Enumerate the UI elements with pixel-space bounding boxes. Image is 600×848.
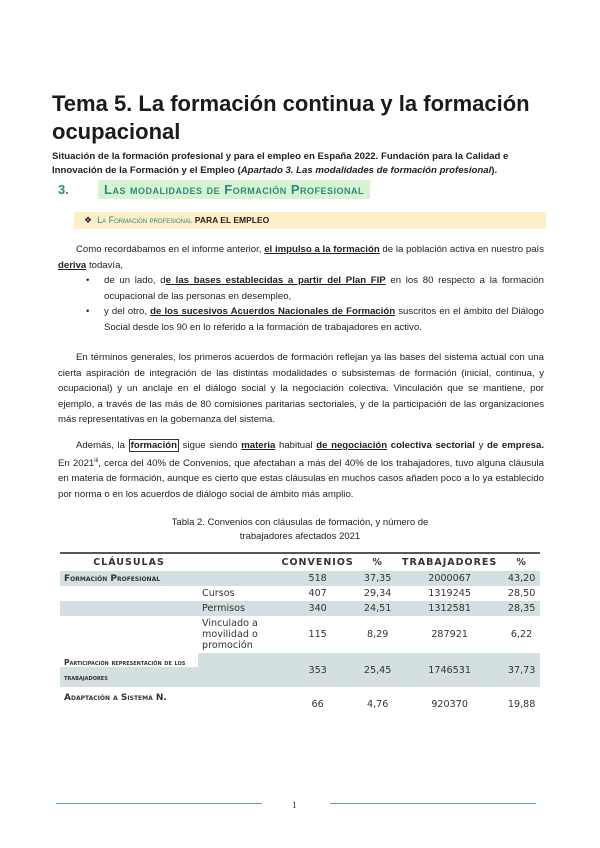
- table-row: Vinculado a movilidad o promoción 115 8,29 287921 6,22: [202, 618, 533, 651]
- diamond-bullet-icon: ❖: [84, 215, 93, 225]
- table-row: Participación representación de los trabajadores 353 25,45 1746531 37,73: [60, 653, 540, 687]
- subsection-green: La Formación profesional: [97, 215, 193, 225]
- footer-rule-right: [330, 803, 536, 804]
- section-heading: [58, 182, 370, 197]
- paragraph-1: Como recordábamos en el informe anterior, el impulso a la formación de la población activa en nuestro país deriva todavía, • de un lado, de las bases establecidas a partir del Plan FIP en los 80 respecto a la formación ocupacional de las personas en desempleo, • y del otro, de los sucesivos Acuerdos Nacionales de Formación suscritos en el ámbito del Diálogo Social desde los 90 en lo referido a la formación de trabajadores en activo.: [58, 242, 544, 335]
- footer-rule-left: [56, 803, 262, 804]
- table-row: Adaptación a Sistema N. 66 4,76 920370 19,88: [64, 693, 536, 710]
- table-row: Cursos 407 29,34 1319245 28,50: [202, 588, 536, 599]
- subtitle-text: Situación de la formación profesional y para el empleo en España 2022. Fundación para la Calidad e Innovación de la Formación y el Empleo (: [52, 151, 509, 176]
- paragraph-2: En términos generales, los primeros acuerdos de formación reflejan ya las bases del sistema actual con una cierta aspiración de integración de las distintas modalidades o subsistemas de formación (inicial, continua, y ocupacional) y un anclaje en el diálogo social y la negociación colectiva. Vinculación que se mantiene, por ejemplo, a través de las más de 80 comisiones paritarias sectoriales, y de la participación de las organizaciones más representativas en la gobernanza del sistema.: [58, 352, 544, 425]
- table-row: Formación Profesional 518 37,35 2000067 43,20: [60, 571, 540, 586]
- list-item: • de un lado, de las bases establecidas a partir del Plan FIP en los 80 respecto a la formación ocupacional de las personas en desempleo,: [58, 273, 544, 304]
- subtitle-end: ).: [491, 165, 498, 176]
- page-number: 1: [292, 800, 297, 810]
- section-title: Las modalidades de Formación Profesional: [98, 180, 370, 199]
- subtitle: [52, 150, 552, 178]
- list-item: • y del otro, de los sucesivos Acuerdos Nacionales de Formación suscritos en el ámbito del Diálogo Social desde los 90 en lo referido a la formación de trabajadores en activo.: [58, 304, 544, 335]
- page-title: Tema 5. La formación continua y la formación ocupacional: [52, 91, 530, 144]
- bullet-list: [58, 273, 544, 335]
- subtitle-italic: Apartado 3. Las modalidades de formación profesional: [240, 165, 492, 176]
- subsection-bold: PARA EL EMPLEO: [194, 215, 270, 225]
- paragraph-3: Además, la formación sigue siendo materia habitual de negociación colectiva sectorial y de empresa. En 2021$^{iii}$, cerca del 40% de Convenios, que afectaban a más del 40% de los trabajadores, tuvo alguna cláusula en materia de formación, aunque es cierto que estas cláusulas en muchos casos añaden poco a lo ya establecido por norma o en los acuerdos de diálogo social de ámbito más amplio.: [58, 440, 545, 500]
- table-caption: Tabla 2. Convenios con cláusulas de formación, y número de trabajadores afectados 2021: [171, 517, 429, 542]
- clauses-table: [60, 552, 540, 712]
- table-header: CLÁUSULAS CONVENIOS % TRABAJADORES %: [60, 553, 540, 571]
- table-row: Permisos 340 24,51 1312581 28,35: [60, 601, 540, 616]
- section-number: 3.: [58, 182, 69, 197]
- subsection-heading: [74, 212, 546, 229]
